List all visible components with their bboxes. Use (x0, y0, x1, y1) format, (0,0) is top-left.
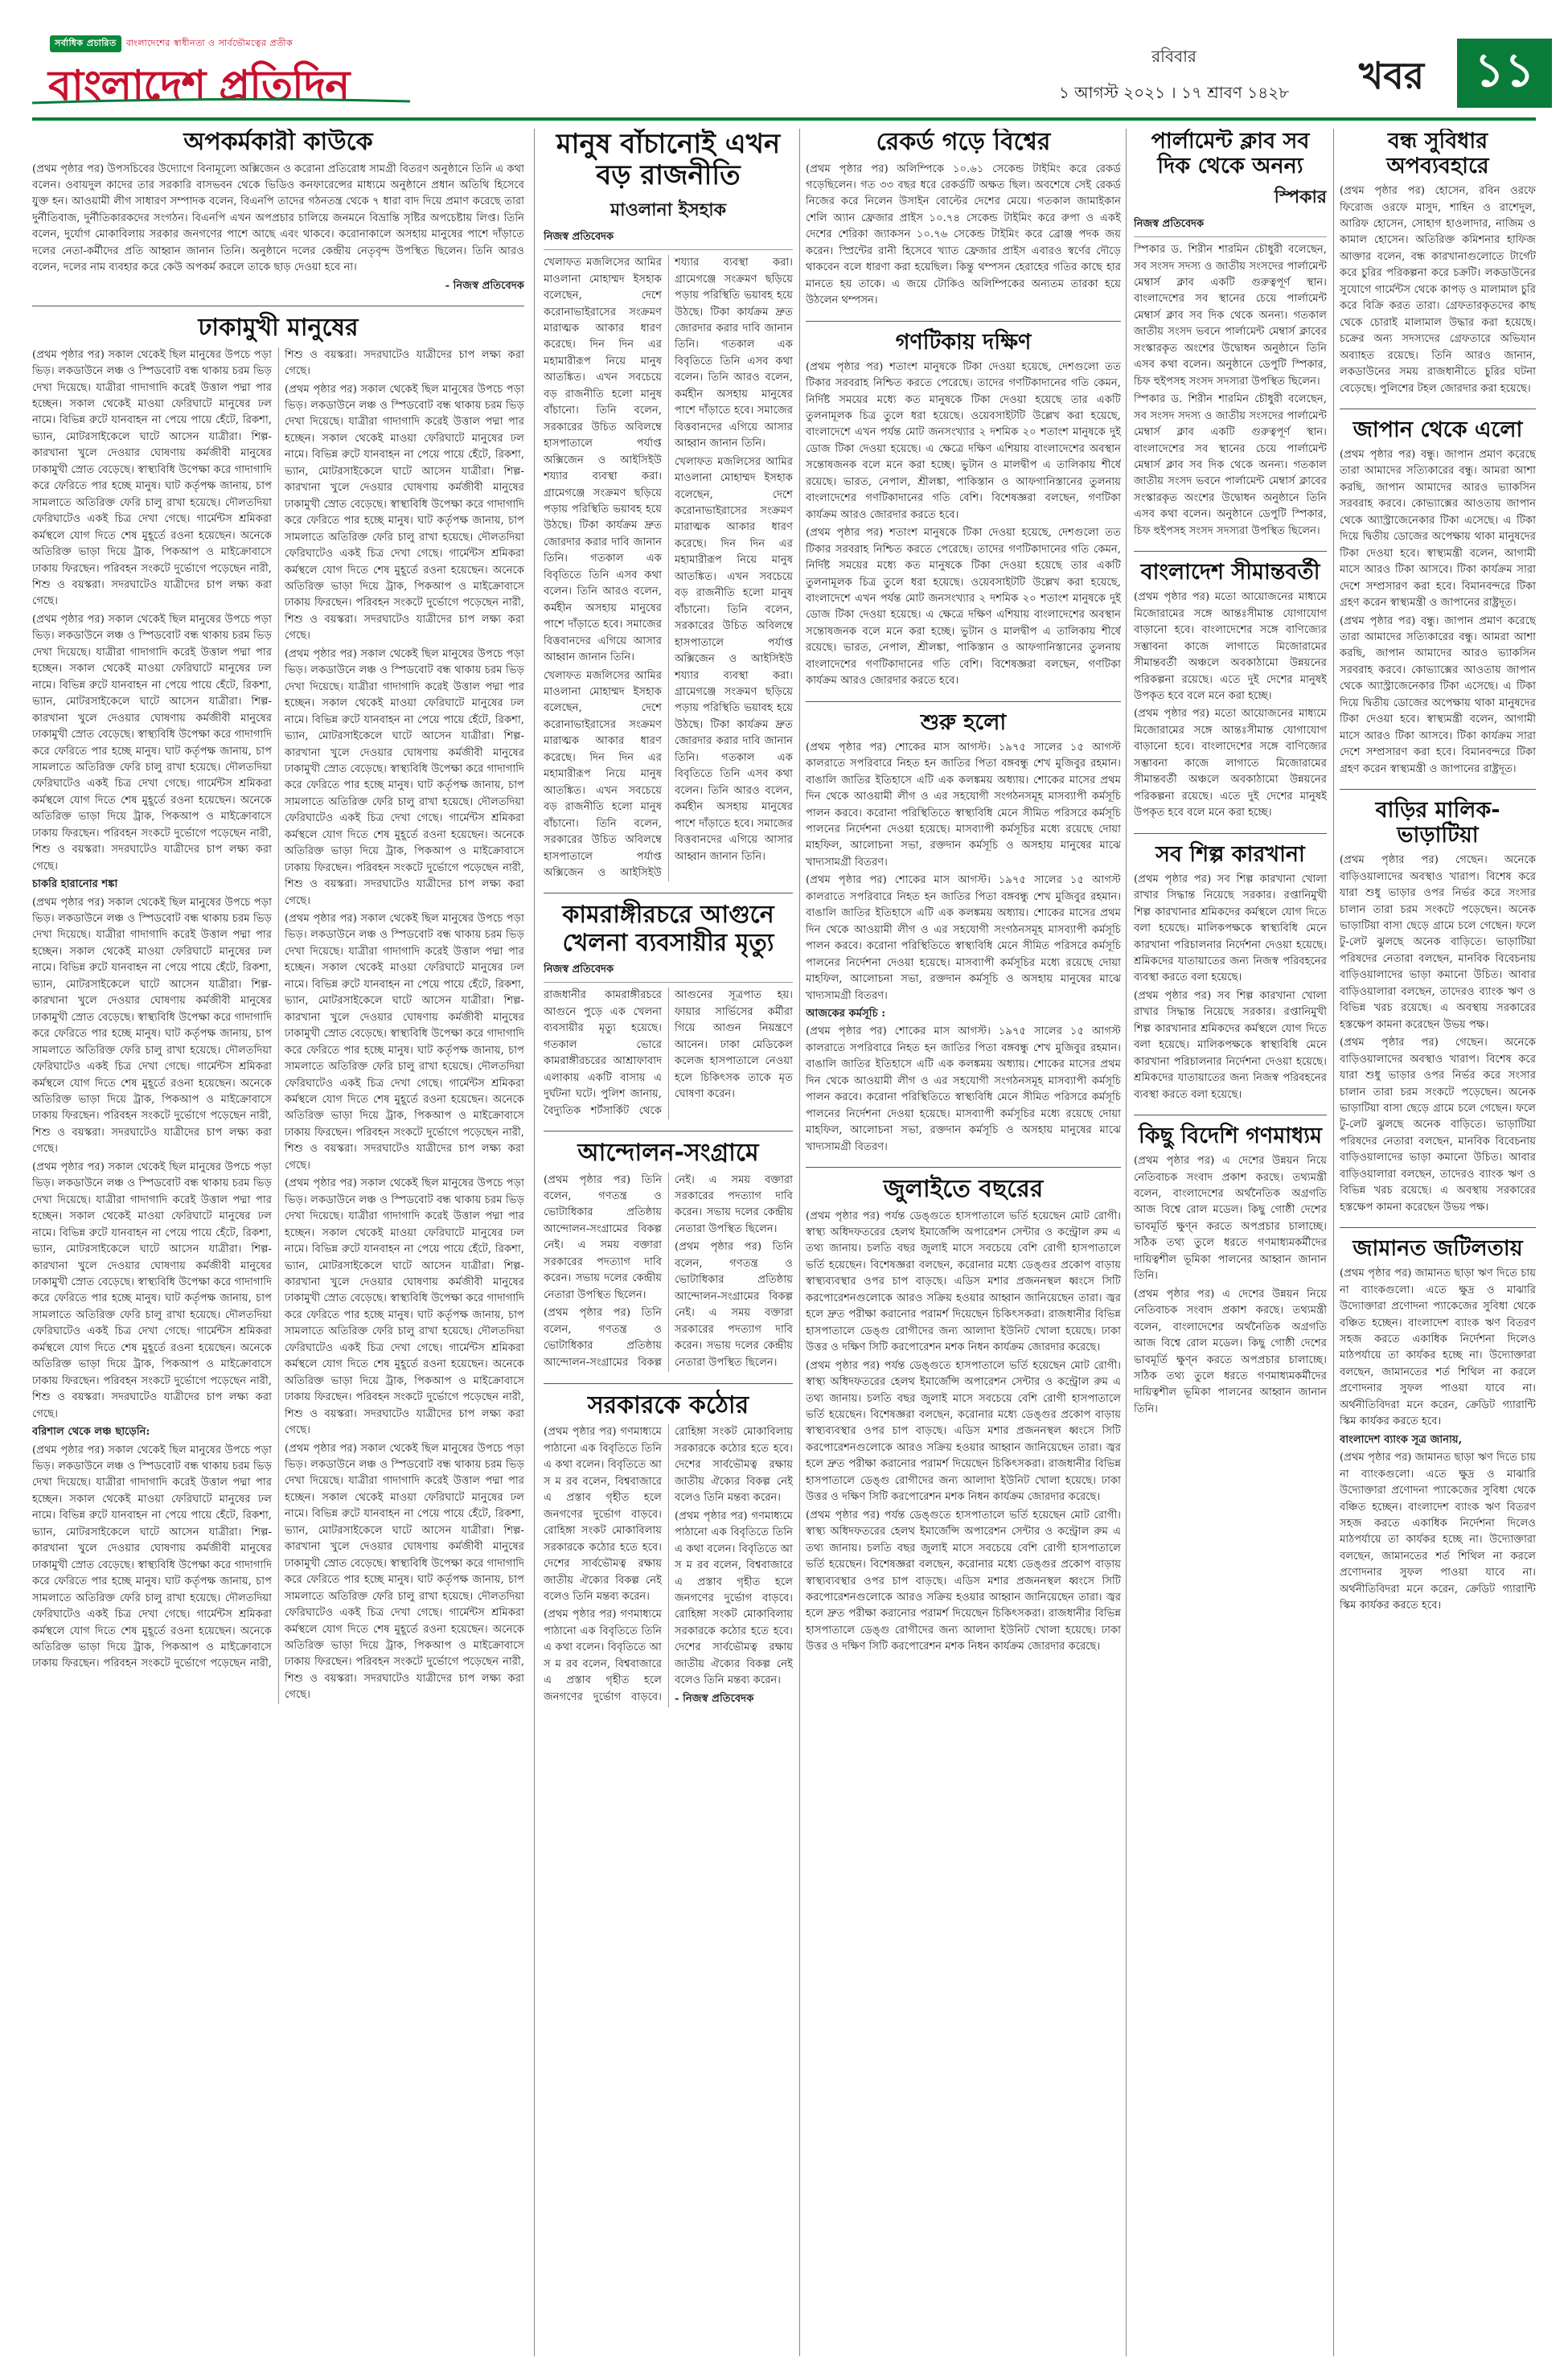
headline: ঢাকামুখী মানুষের (198, 314, 359, 343)
body-text: (প্রথম পৃষ্ঠার পর) জামানত ছাড়া ঋণ দিতে চায় না ব্যাংকগুলো। এতে ক্ষুদ্র ও মাঝারি উদ্যোক্তারা প্রণোদনা প্যাকেজের সুবিধা থেকে বঞ্চিত হচ্ছেন। বাংলাদেশ ব্যাংক ঋণ বিতরণ সহজ করতে একাধিক নির্দেশনা দিলেও মাঠপর্যায়ে তা কার্যকর হচ্ছে না। উদ্যোক্তারা বলছেন, জামানতের শর্ত শিথিল না করলে প্রণোদনার সুফল পাওয়া যাবে না। অর্থনীতিবিদরা মনে করেন, ক্রেডিট গ্যারান্টি স্কিম কার্যকর করতে হবে। (1340, 1267, 1536, 1428)
story-body (806, 740, 1121, 1156)
story-jamanot[interactable] (1340, 1236, 1536, 1615)
dateline-date: ১ আগস্ট ২০২১ । ১৭ শ্রাবণ ১৪২৮ (1058, 83, 1290, 102)
body-text-cont: (প্রথম পৃষ্ঠার পর) বন্ধু। জাপান প্রমাণ করেছে তারা আমাদের সত্যিকারের বন্ধু। আমরা আশা করছি, জাপান আমাদের আরও ভ্যাকসিন সরবরাহ করবে। কোভ্যাক্সের আওতায় জাপান থেকে অ্যাস্ট্রাজেনেকার টিকা এসেছে। এ টিকা দিয়ে দ্বিতীয় ডোজের অপেক্ষায় থাকা মানুষদের টিকা দেওয়া হবে। স্বাস্থ্যমন্ত্রী বলেন, আগামী মাসে আরও টিকা আসবে। টিকা কার্যক্রম সারা দেশে সম্প্রসারণ করা হবে। বিমানবন্দরে টিকা গ্রহণ করেন স্বাস্থ্যমন্ত্রী ও জাপানের রাষ্ট্রদূত। (1340, 614, 1536, 775)
divider (1134, 833, 1327, 834)
body-text: (প্রথম পৃষ্ঠার পর) গণমাধ্যমে পাঠানো এক বিবৃতিতে তিনি এ কথা বলেন। বিবৃতিতে আ স ম রব বলেন, বিশ্ববাজারে এ প্রস্তাব গৃহীত হলে জনগণের দুর্ভোগ বাড়বে। রোহিঙ্গা সংকট মোকাবিলায় সরকারকে কঠোর হতে হবে। দেশের সার্বভৌমত্ব রক্ষায় জাতীয় ঐক্যের বিকল্প নেই বলেও তিনি মন্তব্য করেন। (544, 1426, 662, 1603)
story-body (1134, 1153, 1327, 1418)
body-text: (প্রথম পৃষ্ঠার পর) সকাল থেকেই ছিল মানুষের উপচে পড়া ভিড়। লকডাউনে লঞ্চ ও স্পিডবোট বন্ধ থাকায় চরম ভিড় দেখা দিয়েছে। যাত্রীরা গাদাগাদি করেই উত্তাল পদ্মা পার হচ্ছেন। সকাল থেকেই মাওয়া ফেরিঘাটে মানুষের ঢল নামে। বিভিন্ন রুটে যানবাহন না পেয়ে পায়ে হেঁটে, রিকশা, ভ্যান, মোটরসাইকেলে ঘাটে আসেন যাত্রীরা। শিল্প-কারখানা খুলে দেওয়ার ঘোষণায় কর্মজীবী মানুষের ঢাকামুখী স্রোত বেড়েছে। স্বাস্থ্যবিধি উপেক্ষা করে গাদাগাদি করে ফেরিতে পার হচ্ছে মানুষ। ঘাট কর্তৃপক্ষ জানায়, চাপ সামলাতে অতিরিক্ত ফেরি চালু রাখা হয়েছে। দৌলতদিয়া ফেরিঘাটেও একই চিত্র দেখা গেছে। গার্মেন্টস শ্রমিকরা কর্মস্থলে যোগ দিতে শেষ মুহূর্তে রওনা হয়েছেন। অনেকে অতিরিক্ত ভাড়া দিয়ে ট্রাক, পিকআপ ও মাইক্রোবাসে ঢাকায় ফিরছেন। পরিবহন সংকটে দুর্ভোগে পড়েছেন নারী, শিশু ও বয়স্করা। সদরঘাটেও যাত্রীদের চাপ লক্ষ্য করা গেছে। (32, 348, 272, 608)
body-text: খেলাফত মজলিসের আমির মাওলানা মোহাম্মদ ইসহাক বলেছেন, দেশে করোনাভাইরাসের সংক্রমণ মারাত্মক আকার ধারণ করেছে। দিন দিন এর মহামারীরূপ নিয়ে মানুষ আতঙ্কিত। এখন সবচেয়ে বড় রাজনীতি হলো মানুষ বাঁচানো। তিনি বলেন, সরকারের উচিত অবিলম্বে হাসপাতালে পর্যাপ্ত অক্সিজেন ও আইসিইউ শয্যার ব্যবস্থা করা। গ্রামেগঞ্জে সংক্রমণ ছড়িয়ে পড়ায় পরিস্থিতি ভয়াবহ হয়ে উঠছে। টিকা কার্যক্রম দ্রুত জোরদার করার দাবি জানান তিনি। গতকাল এক বিবৃতিতে তিনি এসব কথা বলেন। তিনি আরও বলেন, কর্মহীন অসহায় মানুষের পাশে দাঁড়াতে হবে। সমাজের বিত্তবানদের এগিয়ে আসার আহ্বান জানান তিনি। (544, 257, 662, 664)
body-text: (প্রথম পৃষ্ঠার পর) উপসচিবের উদ্যোগে বিনামূল্যে অক্সিজেন ও করোনা প্রতিরোধ সামগ্রী বিতরণ অনুষ্ঠানে তিনি এ কথা বলেন। ওবায়দুল কাদের তার সরকারি বাসভবন থেকে ভিডিও কনফারেন্সের মাধ্যমে অনুষ্ঠানে প্রধান অতিথি হিসেবে যুক্ত হন। আওয়ামী লীগ সাধারণ সম্পাদক বলেন, বিএনপি তাদের গঠনতন্ত্র থেকে ৭ ধারা বাদ দিয়ে প্রমাণ করেছে তারা দুর্নীতিবাজ, দুর্নীতিকারকদের সংগঠন। বিএনপি এখন অপপ্রচার চালিয়ে জনমনে বিভ্রান্তি সৃষ্টির অপচেষ্টায় লিপ্ত। তিনি বলেন, দুর্যোগ মোকাবিলায় সরকার জনগণের পাশে আছে এবং থাকবে। করোনাকালে অসহায় মানুষের পাশে দাঁড়াতে দলের নেতা-কর্মীদের প্রতি আহ্বান জানান তিনি। অনুষ্ঠানে দলের কেন্দ্রীয় নেতৃবৃন্দ উপস্থিত ছিলেন। তিনি আরও বলেন, দলের নাম ব্যবহার করে কেউ অপকর্ম করলে তাকে ছাড় দেওয়া হবে না। (32, 162, 524, 274)
divider (806, 1167, 1121, 1168)
story-sorkarke[interactable] (544, 1392, 793, 1707)
story-manush[interactable] (544, 129, 793, 881)
story-shuru[interactable] (806, 710, 1121, 1156)
byline: নিজস্ব প্রতিবেদক (544, 229, 793, 250)
headline: সরকারকে কঠোর (587, 1390, 749, 1419)
body-text-cont: (প্রথম পৃষ্ঠার পর) সকাল থেকেই ছিল মানুষের উপচে পড়া ভিড়। লকডাউনে লঞ্চ ও স্পিডবোট বন্ধ থাকায় চরম ভিড় দেখা দিয়েছে। যাত্রীরা গাদাগাদি করেই উত্তাল পদ্মা পার হচ্ছেন। সকাল থেকেই মাওয়া ফেরিঘাটে মানুষের ঢল নামে। বিভিন্ন রুটে যানবাহন না পেয়ে পায়ে হেঁটে, রিকশা, ভ্যান, মোটরসাইকেলে ঘাটে আসেন যাত্রীরা। শিল্প-কারখানা খুলে দেওয়ার ঘোষণায় কর্মজীবী মানুষের ঢাকামুখী স্রোত বেড়েছে। স্বাস্থ্যবিধি উপেক্ষা করে গাদাগাদি করে ফেরিতে পার হচ্ছে মানুষ। ঘাট কর্তৃপক্ষ জানায়, চাপ সামলাতে অতিরিক্ত ফেরি চালু রাখা হয়েছে। দৌলতদিয়া ফেরিঘাটেও একই চিত্র দেখা গেছে। গার্মেন্টস শ্রমিকরা কর্মস্থলে যোগ দিতে শেষ মুহূর্তে রওনা হয়েছেন। অনেকে অতিরিক্ত ভাড়া দিয়ে ট্রাক, পিকআপ ও মাইক্রোবাসে ঢাকায় ফিরছেন। পরিবহন সংকটে দুর্ভোগে পড়েছেন নারী, শিশু ও বয়স্করা। সদরঘাটেও যাত্রীদের চাপ লক্ষ্য করা গেছে। (285, 913, 524, 1172)
body-text-cont: (প্রথম পৃষ্ঠার পর) পর্যন্ত ডেঙ্গুতে হাসপাতালে ভর্তি হয়েছেন মোট রোগী। স্বাস্থ্য অধিদফতরের হেলথ ইমার্জেন্সি অপারেশন সেন্টার ও কন্ট্রোল রুম এ তথ্য জানায়। চলতি বছর জুলাই মাসে সবচেয়ে বেশি রোগী হাসপাতালে ভর্তি হয়েছেন। বিশেষজ্ঞরা বলছেন, করোনার মধ্যে ডেঙ্গুর প্রকোপ বাড়ায় স্বাস্থ্যব্যবস্থার ওপর চাপ বাড়ছে। এডিস মশার প্রজননস্থল ধ্বংসে সিটি করপোরেশনগুলোকে আরও সক্রিয় হওয়ার আহ্বান জানিয়েছেন তারা। জ্বর হলে দ্রুত পরীক্ষা করানোর পরামর্শ দিয়েছেন চিকিৎসকরা। রাজধানীর বিভিন্ন হাসপাতালে ডেঙ্গু রোগীদের জন্য আলাদা ইউনিট খোলা হয়েছে। ঢাকা উত্তর ও দক্ষিণ সিটি করপোরেশন মশক নিধন কার্যক্রম জোরদার করেছে। (806, 1359, 1121, 1504)
body-text-cont: (প্রথম পৃষ্ঠার পর) সকাল থেকেই ছিল মানুষের উপচে পড়া ভিড়। লকডাউনে লঞ্চ ও স্পিডবোট বন্ধ থাকায় চরম ভিড় দেখা দিয়েছে। যাত্রীরা গাদাগাদি করেই উত্তাল পদ্মা পার হচ্ছেন। সকাল থেকেই মাওয়া ফেরিঘাটে মানুষের ঢল নামে। বিভিন্ন রুটে যানবাহন না পেয়ে পায়ে হেঁটে, রিকশা, ভ্যান, মোটরসাইকেলে ঘাটে আসেন যাত্রীরা। শিল্প-কারখানা খুলে দেওয়ার ঘোষণায় কর্মজীবী মানুষের ঢাকামুখী স্রোত বেড়েছে। স্বাস্থ্যবিধি উপেক্ষা করে গাদাগাদি করে ফেরিতে পার হচ্ছে মানুষ। ঘাট কর্তৃপক্ষ জানায়, চাপ সামলাতে অতিরিক্ত ফেরি চালু রাখা হয়েছে। দৌলতদিয়া ফেরিঘাটেও একই চিত্র দেখা গেছে। গার্মেন্টস শ্রমিকরা কর্মস্থলে যোগ দিতে শেষ মুহূর্তে রওনা হয়েছেন। অনেকে অতিরিক্ত ভাড়া দিয়ে ট্রাক, পিকআপ ও মাইক্রোবাসে ঢাকায় ফিরছেন। পরিবহন সংকটে দুর্ভোগে পড়েছেন নারী, শিশু ও বয়স্করা। সদরঘাটেও যাত্রীদের চাপ লক্ষ্য করা গেছে। (285, 647, 524, 907)
story-body (1340, 183, 1536, 397)
story-bariwala[interactable] (1340, 798, 1536, 1216)
column-rule (1126, 129, 1127, 2356)
headline: জামানত জটিলতায় (1353, 1236, 1523, 1262)
subhead: মাওলানা ইসহাক (610, 200, 727, 221)
masthead (32, 32, 1552, 113)
body-text-cont: (প্রথম পৃষ্ঠার পর) গেছেন। অনেকে বাড়িওয়ালাদের অবস্থাও খারাপ। বিশেষ করে যারা শুধু ভাড়ার ওপর নির্ভর করে সংসার চালান তারা চরম সংকটে পড়েছেন। অনেক ভাড়াটিয়া বাসা ছেড়ে গ্রামে চলে গেছেন। ফলে টু-লেট ঝুলছে অনেক বাড়িতে। ভাড়াটিয়া পরিষদের নেতারা বলছেন, মানবিক বিবেচনায় বাড়িওয়ালাদের ভাড়া কমানো উচিত। আবার বাড়িওয়ালারা বলছেন, তাদেরও ব্যাংক ঋণ ও বিভিন্ন খরচ রয়েছে। এ অবস্থায় সরকারের হস্তক্ষেপ কামনা করেছেন উভয় পক্ষ। (1340, 1037, 1536, 1214)
body-text-cont: (প্রথম পৃষ্ঠার পর) শোকের মাস আগস্ট। ১৯৭৫ সালের ১৫ আগস্ট কালরাতে সপরিবারে নিহত হন জাতির পিতা বঙ্গবন্ধু শেখ মুজিবুর রহমান। বাঙালি জাতির ইতিহাসে এটি এক কলঙ্কময় অধ্যায়। শোকের মাসের প্রথম দিন থেকে আওয়ামী লীগ ও এর সহযোগী সংগঠনসমূহ মাসব্যাপী কর্মসূচি পালন করবে। করোনা পরিস্থিতিতে স্বাস্থ্যবিধি মেনে সীমিত পরিসরে কর্মসূচি পালনের নির্দেশনা দেওয়া হয়েছে। মাসব্যাপী কর্মসূচির মধ্যে রয়েছে দোয়া মাহফিল, আলোচনা সভা, রক্তদান কর্মসূচি ও অসহায় মানুষের মাঝে খাদ্যসামগ্রী বিতরণ। (806, 1025, 1121, 1153)
story-record[interactable] (806, 129, 1121, 310)
story-kamrangirchar[interactable] (544, 902, 793, 1119)
column-rule (1333, 129, 1334, 2356)
story-body (544, 1173, 793, 1372)
story-body (32, 347, 524, 1704)
headline: বন্ধ সুবিধার অপব্যবহারে (1386, 129, 1489, 179)
column-left (32, 129, 524, 1715)
body-text-cont: (প্রথম পৃষ্ঠার পর) এ দেশের উন্নয়ন নিয়ে নেতিবাচক সংবাদ প্রকাশ করছে। তথ্যমন্ত্রী বলেন, বাংলাদেশের অর্থনৈতিক অগ্রগতি আজ বিশ্বে রোল মডেল। কিছু গোষ্ঠী দেশের ভাবমূর্তি ক্ষুণ্ন করতে অপপ্রচার চালাচ্ছে। সঠিক তথ্য তুলে ধরতে গণমাধ্যমকর্মীদের দায়িত্বশীল ভূমিকা পালনের আহ্বান জানান তিনি। (1134, 1288, 1327, 1415)
story-julai[interactable] (806, 1176, 1121, 1656)
body-text: (প্রথম পৃষ্ঠার পর) এ দেশের উন্নয়ন নিয়ে নেতিবাচক সংবাদ প্রকাশ করছে। তথ্যমন্ত্রী বলেন, বাংলাদেশের অর্থনৈতিক অগ্রগতি আজ বিশ্বে রোল মডেল। কিছু গোষ্ঠী দেশের ভাবমূর্তি ক্ষুণ্ন করতে অপপ্রচার চালাচ্ছে। সঠিক তথ্য তুলে ধরতে গণমাধ্যমকর্মীদের দায়িত্বশীল ভূমিকা পালনের আহ্বান জানান তিনি। (1134, 1155, 1327, 1283)
divider (806, 701, 1121, 702)
body-text: স্পিকার ড. শিরীন শারমিন চৌধুরী বলেছেন, সব সংসদ সদস্য ও জাতীয় সংসদের পার্লামেন্ট মেম্বার্স ক্লাব একটি গুরুত্বপূর্ণ স্থান। বাংলাদেশের সব স্থানের চেয়ে পার্লামেন্ট মেম্বার্স ক্লাব সব দিক থেকে অনন্য। গতকাল জাতীয় সংসদ ভবনে পার্লামেন্ট মেম্বার্স ক্লাবের সংস্কারকৃত অংশের উদ্বোধন অনুষ্ঠানে তিনি এসব কথা বলেন। অনুষ্ঠানে ডেপুটি স্পিকার, চিফ হুইপসহ সংসদ সদস্যরা উপস্থিত ছিলেন। (1134, 244, 1327, 388)
tagline-text: বাংলাদেশের স্বাধীনতা ও সার্বভৌমত্বের প্রতীক (125, 38, 293, 48)
headline: রেকর্ড গড়ে বিশ্বের (876, 129, 1051, 156)
story-body (806, 162, 1121, 310)
page-number: ১১ (1457, 39, 1552, 108)
story-simantobarti[interactable] (1134, 560, 1327, 821)
body-text-cont: (প্রথম পৃষ্ঠার পর) সকাল থেকেই ছিল মানুষের উপচে পড়া ভিড়। লকডাউনে লঞ্চ ও স্পিডবোট বন্ধ থাকায় চরম ভিড় দেখা দিয়েছে। যাত্রীরা গাদাগাদি করেই উত্তাল পদ্মা পার হচ্ছেন। সকাল থেকেই মাওয়া ফেরিঘাটে মানুষের ঢল নামে। বিভিন্ন রুটে যানবাহন না পেয়ে পায়ে হেঁটে, রিকশা, ভ্যান, মোটরসাইকেলে ঘাটে আসেন যাত্রীরা। শিল্প-কারখানা খুলে দেওয়ার ঘোষণায় কর্মজীবী মানুষের ঢাকামুখী স্রোত বেড়েছে। স্বাস্থ্যবিধি উপেক্ষা করে গাদাগাদি করে ফেরিতে পার হচ্ছে মানুষ। ঘাট কর্তৃপক্ষ জানায়, চাপ সামলাতে অতিরিক্ত ফেরি চালু রাখা হয়েছে। দৌলতদিয়া ফেরিঘাটেও একই চিত্র দেখা গেছে। গার্মেন্টস শ্রমিকরা কর্মস্থলে যোগ দিতে শেষ মুহূর্তে রওনা হয়েছেন। অনেকে অতিরিক্ত ভাড়া দিয়ে ট্রাক, পিকআপ ও মাইক্রোবাসে ঢাকায় ফিরছেন। পরিবহন সংকটে দুর্ভোগে পড়েছেন নারী, শিশু ও বয়স্করা। সদরঘাটেও যাত্রীদের চাপ লক্ষ্য করা গেছে। (285, 1442, 524, 1702)
story-bideshi[interactable] (1134, 1123, 1327, 1418)
story-body (1340, 447, 1536, 778)
headline: অপকর্মকারী কাউকে (183, 129, 373, 156)
body-text-cont: (প্রথম পৃষ্ঠার পর) সকাল থেকেই ছিল মানুষের উপচে পড়া ভিড়। লকডাউনে লঞ্চ ও স্পিডবোট বন্ধ থাকায় চরম ভিড় দেখা দিয়েছে। যাত্রীরা গাদাগাদি করেই উত্তাল পদ্মা পার হচ্ছেন। সকাল থেকেই মাওয়া ফেরিঘাটে মানুষের ঢল নামে। বিভিন্ন রুটে যানবাহন না পেয়ে পায়ে হেঁটে, রিকশা, ভ্যান, মোটরসাইকেলে ঘাটে আসেন যাত্রীরা। শিল্প-কারখানা খুলে দেওয়ার ঘোষণায় কর্মজীবী মানুষের ঢাকামুখী স্রোত বেড়েছে। স্বাস্থ্যবিধি উপেক্ষা করে গাদাগাদি করে ফেরিতে পার হচ্ছে মানুষ। ঘাট কর্তৃপক্ষ জানায়, চাপ সামলাতে অতিরিক্ত ফেরি চালু রাখা হয়েছে। দৌলতদিয়া ফেরিঘাটেও একই চিত্র দেখা গেছে। গার্মেন্টস শ্রমিকরা কর্মস্থলে যোগ দিতে শেষ মুহূর্তে রওনা হয়েছেন। অনেকে অতিরিক্ত ভাড়া দিয়ে ট্রাক, পিকআপ ও মাইক্রোবাসে ঢাকায় ফিরছেন। পরিবহন সংকটে দুর্ভোগে পড়েছেন নারী, শিশু ও বয়স্করা। সদরঘাটেও যাত্রীদের চাপ লক্ষ্য করা গেছে। (32, 1160, 272, 1420)
body-text-cont: (প্রথম পৃষ্ঠার পর) তিনি বলেন, গণতন্ত্র ও ভোটাধিকার প্রতিষ্ঠায় আন্দোলন-সংগ্রামের বিকল্প নেই। এ সময় বক্তারা সরকারের পদত্যাগ দাবি করেন। সভায় দলের কেন্দ্রীয় নেতারা উপস্থিত ছিলেন। (675, 1241, 793, 1369)
section-name: খবর (1359, 54, 1425, 97)
body-text-cont: স্পিকার ড. শিরীন শারমিন চৌধুরী বলেছেন, সব সংসদ সদস্য ও জাতীয় সংসদের পার্লামেন্ট মেম্বার্স ক্লাব একটি গুরুত্বপূর্ণ স্থান। বাংলাদেশের সব স্থানের চেয়ে পার্লামেন্ট মেম্বার্স ক্লাব সব দিক থেকে অনন্য। গতকাল জাতীয় সংসদ ভবনে পার্লামেন্ট মেম্বার্স ক্লাবের সংস্কারকৃত অংশের উদ্বোধন অনুষ্ঠানে তিনি এসব কথা বলেন। অনুষ্ঠানে ডেপুটি স্পিকার, চিফ হুইপসহ সংসদ সদস্যরা উপস্থিত ছিলেন। (1134, 393, 1327, 537)
story-dhakamukhi[interactable] (32, 314, 524, 1704)
headline: জাপান থেকে এলো (1353, 417, 1523, 442)
story-body (806, 1209, 1121, 1656)
story-japan[interactable] (1340, 417, 1536, 778)
story-credit: - নিজস্ব প্রতিবেদক (675, 1692, 754, 1705)
column-rule (799, 129, 800, 2356)
story-andolon[interactable] (544, 1140, 793, 1372)
story-body (1340, 1266, 1536, 1615)
logo-pill: সর্বাধিক প্রচারিত (50, 35, 121, 52)
column-center (806, 129, 1121, 1667)
headline: জুলাইতে বছরের (883, 1175, 1044, 1204)
body-text-cont: (প্রথম পৃষ্ঠার পর) সকাল থেকেই ছিল মানুষের উপচে পড়া ভিড়। লকডাউনে লঞ্চ ও স্পিডবোট বন্ধ থাকায় চরম ভিড় দেখা দিয়েছে। যাত্রীরা গাদাগাদি করেই উত্তাল পদ্মা পার হচ্ছেন। সকাল থেকেই মাওয়া ফেরিঘাটে মানুষের ঢল নামে। বিভিন্ন রুটে যানবাহন না পেয়ে পায়ে হেঁটে, রিকশা, ভ্যান, মোটরসাইকেলে ঘাটে আসেন যাত্রীরা। শিল্প-কারখানা খুলে দেওয়ার ঘোষণায় কর্মজীবী মানুষের ঢাকামুখী স্রোত বেড়েছে। স্বাস্থ্যবিধি উপেক্ষা করে গাদাগাদি করে ফেরিতে পার হচ্ছে মানুষ। ঘাট কর্তৃপক্ষ জানায়, চাপ সামলাতে অতিরিক্ত ফেরি চালু রাখা হয়েছে। দৌলতদিয়া ফেরিঘাটেও একই চিত্র দেখা গেছে। গার্মেন্টস শ্রমিকরা কর্মস্থলে যোগ দিতে শেষ মুহূর্তে রওনা হয়েছেন। অনেকে অতিরিক্ত ভাড়া দিয়ে ট্রাক, পিকআপ ও মাইক্রোবাসে ঢাকায় ফিরছেন। পরিবহন সংকটে দুর্ভোগে পড়েছেন নারী, শিশু ও বয়স্করা। সদরঘাটেও যাত্রীদের চাপ লক্ষ্য করা গেছে। (32, 613, 272, 873)
divider (1134, 551, 1327, 552)
subhead: বাংলাদেশ ব্যাংক সূত্র জানায়, (1340, 1433, 1463, 1446)
story-opokormo[interactable] (32, 129, 524, 294)
body-text-cont: (প্রথম পৃষ্ঠার পর) জামানত ছাড়া ঋণ দিতে চায় না ব্যাংকগুলো। এতে ক্ষুদ্র ও মাঝারি উদ্যোক্তারা প্রণোদনা প্যাকেজের সুবিধা থেকে বঞ্চিত হচ্ছেন। বাংলাদেশ ব্যাংক ঋণ বিতরণ সহজ করতে একাধিক নির্দেশনা দিলেও মাঠপর্যায়ে তা কার্যকর হচ্ছে না। উদ্যোক্তারা বলছেন, জামানতের শর্ত শিথিল না করলে প্রণোদনার সুফল পাওয়া যাবে না। অর্থনীতিবিদরা মনে করেন, ক্রেডিট গ্যারান্টি স্কিম কার্যকর করতে হবে। (1340, 1452, 1536, 1612)
body-text-cont: (প্রথম পৃষ্ঠার পর) সকাল থেকেই ছিল মানুষের উপচে পড়া ভিড়। লকডাউনে লঞ্চ ও স্পিডবোট বন্ধ থাকায় চরম ভিড় দেখা দিয়েছে। যাত্রীরা গাদাগাদি করেই উত্তাল পদ্মা পার হচ্ছেন। সকাল থেকেই মাওয়া ফেরিঘাটে মানুষের ঢল নামে। বিভিন্ন রুটে যানবাহন না পেয়ে পায়ে হেঁটে, রিকশা, ভ্যান, মোটরসাইকেলে ঘাটে আসেন যাত্রীরা। শিল্প-কারখানা খুলে দেওয়ার ঘোষণায় কর্মজীবী মানুষের ঢাকামুখী স্রোত বেড়েছে। স্বাস্থ্যবিধি উপেক্ষা করে গাদাগাদি করে ফেরিতে পার হচ্ছে মানুষ। ঘাট কর্তৃপক্ষ জানায়, চাপ সামলাতে অতিরিক্ত ফেরি চালু রাখা হয়েছে। দৌলতদিয়া ফেরিঘাটেও একই চিত্র দেখা গেছে। গার্মেন্টস শ্রমিকরা কর্মস্থলে যোগ দিতে শেষ মুহূর্তে রওনা হয়েছেন। অনেকে অতিরিক্ত ভাড়া দিয়ে ট্রাক, পিকআপ ও মাইক্রোবাসে ঢাকায় ফিরছেন। পরিবহন সংকটে দুর্ভোগে পড়েছেন নারী, শিশু ও বয়স্করা। সদরঘাটেও যাত্রীদের চাপ লক্ষ্য করা গেছে। (32, 348, 524, 1670)
headline: শুরু হলো (920, 709, 1007, 735)
story-body (1134, 242, 1327, 540)
story-gontika[interactable] (806, 330, 1121, 690)
headline: পার্লামেন্ট ক্লাব সব দিক থেকে অনন্য (1151, 129, 1310, 179)
body-text-cont: (প্রথম পৃষ্ঠার পর) সকাল থেকেই ছিল মানুষের উপচে পড়া ভিড়। লকডাউনে লঞ্চ ও স্পিডবোট বন্ধ থাকায় চরম ভিড় দেখা দিয়েছে। যাত্রীরা গাদাগাদি করেই উত্তাল পদ্মা পার হচ্ছেন। সকাল থেকেই মাওয়া ফেরিঘাটে মানুষের ঢল নামে। বিভিন্ন রুটে যানবাহন না পেয়ে পায়ে হেঁটে, রিকশা, ভ্যান, মোটরসাইকেলে ঘাটে আসেন যাত্রীরা। শিল্প-কারখানা খুলে দেওয়ার ঘোষণায় কর্মজীবী মানুষের ঢাকামুখী স্রোত বেড়েছে। স্বাস্থ্যবিধি উপেক্ষা করে গাদাগাদি করে ফেরিতে পার হচ্ছে মানুষ। ঘাট কর্তৃপক্ষ জানায়, চাপ সামলাতে অতিরিক্ত ফেরি চালু রাখা হয়েছে। দৌলতদিয়া ফেরিঘাটেও একই চিত্র দেখা গেছে। গার্মেন্টস শ্রমিকরা কর্মস্থলে যোগ দিতে শেষ মুহূর্তে রওনা হয়েছেন। অনেকে অতিরিক্ত ভাড়া দিয়ে ট্রাক, পিকআপ ও মাইক্রোবাসে ঢাকায় ফিরছেন। পরিবহন সংকটে দুর্ভোগে পড়েছেন নারী, শিশু ও বয়স্করা। সদরঘাটেও যাত্রীদের চাপ লক্ষ্য করা গেছে। (285, 383, 524, 643)
body-text-cont: (প্রথম পৃষ্ঠার পর) পর্যন্ত ডেঙ্গুতে হাসপাতালে ভর্তি হয়েছেন মোট রোগী। স্বাস্থ্য অধিদফতরের হেলথ ইমার্জেন্সি অপারেশন সেন্টার ও কন্ট্রোল রুম এ তথ্য জানায়। চলতি বছর জুলাই মাসে সবচেয়ে বেশি রোগী হাসপাতালে ভর্তি হয়েছেন। বিশেষজ্ঞরা বলছেন, করোনার মধ্যে ডেঙ্গুর প্রকোপ বাড়ায় স্বাস্থ্যব্যবস্থার ওপর চাপ বাড়ছে। এডিস মশার প্রজননস্থল ধ্বংসে সিটি করপোরেশনগুলোকে আরও সক্রিয় হওয়ার আহ্বান জানিয়েছেন তারা। জ্বর হলে দ্রুত পরীক্ষা করানোর পরামর্শ দিয়েছেন চিকিৎসকরা। রাজধানীর বিভিন্ন হাসপাতালে ডেঙ্গু রোগীদের জন্য আলাদা ইউনিট খোলা হয়েছে। ঢাকা উত্তর ও দক্ষিণ সিটি করপোরেশন মশক নিধন কার্যক্রম জোরদার করেছে। (806, 1509, 1121, 1653)
divider (544, 1131, 793, 1132)
headline: গণটিকায় দক্ষিণ (895, 329, 1032, 355)
body-text: (প্রথম পৃষ্ঠার পর) সব শিল্প কারখানা খোলা রাখার সিদ্ধান্ত নিয়েছে সরকার। রপ্তানিমুখী শিল্প কারখানার শ্রমিকদের কর্মস্থলে যোগ দিতে বলা হয়েছে। মালিকপক্ষকে স্বাস্থ্যবিধি মেনে কারখানা পরিচালনার নির্দেশনা দেওয়া হয়েছে। শ্রমিকদের যাতায়াতের জন্য নিজস্ব পরিবহনের ব্যবস্থা করতে বলা হয়েছে। (1134, 873, 1327, 984)
byline: নিজস্ব প্রতিবেদক (544, 962, 793, 983)
column-center-right (1134, 129, 1327, 1429)
subhead: চাকরি হারানোর শঙ্কা (32, 878, 118, 891)
body-text-cont: (প্রথম পৃষ্ঠার পর) মতো আয়োজনের মাধ্যমে মিজোরামের সঙ্গে আন্তঃসীমান্ত যোগাযোগ বাড়ানো হবে। বাংলাদেশের সঙ্গে বাণিজ্যের সম্ভাবনা কাজে লাগাতে মিজোরামের সীমান্তবর্তী অঞ্চলে অবকাঠামো উন্নয়নের পরিকল্পনা রয়েছে। এতে দুই দেশের মানুষই উপকৃত হবে বলে মনে করা হচ্ছে। (1134, 708, 1327, 819)
column-second (544, 129, 793, 1719)
headline: সব শিল্প কারখানা (1155, 841, 1305, 867)
masthead-rule (32, 117, 1536, 121)
body-text-cont: (প্রথম পৃষ্ঠার পর) তিনি বলেন, গণতন্ত্র ও ভোটাধিকার প্রতিষ্ঠায় আন্দোলন-সংগ্রামের বিকল্প নেই। এ সময় বক্তারা সরকারের পদত্যাগ দাবি করেন। সভায় দলের কেন্দ্রীয় নেতারা উপস্থিত ছিলেন। (544, 1173, 793, 1369)
story-credit: - নিজস্ব প্রতিবেদক (445, 279, 524, 292)
byline: নিজস্ব প্রতিবেদক (1134, 216, 1327, 237)
body-text-cont: খেলাফত মজলিসের আমির মাওলানা মোহাম্মদ ইসহাক বলেছেন, দেশে করোনাভাইরাসের সংক্রমণ মারাত্মক আকার ধারণ করেছে। দিন দিন এর মহামারীরূপ নিয়ে মানুষ আতঙ্কিত। এখন সবচেয়ে বড় রাজনীতি হলো মানুষ বাঁচানো। তিনি বলেন, সরকারের উচিত অবিলম্বে হাসপাতালে পর্যাপ্ত অক্সিজেন ও আইসিইউ শয্যার ব্যবস্থা করা। গ্রামেগঞ্জে সংক্রমণ ছড়িয়ে পড়ায় পরিস্থিতি ভয়াবহ হয়ে উঠছে। টিকা কার্যক্রম দ্রুত জোরদার করার দাবি জানান তিনি। গতকাল এক বিবৃতিতে তিনি এসব কথা বলেন। তিনি আরও বলেন, কর্মহীন অসহায় মানুষের পাশে দাঁড়াতে হবে। সমাজের বিত্তবানদের এগিয়ে আসার আহ্বান জানান তিনি। (544, 257, 793, 879)
story-body (1134, 589, 1327, 821)
body-text-cont: (প্রথম পৃষ্ঠার পর) সব শিল্প কারখানা খোলা রাখার সিদ্ধান্ত নিয়েছে সরকার। রপ্তানিমুখী শিল্প কারখানার শ্রমিকদের কর্মস্থলে যোগ দিতে বলা হয়েছে। মালিকপক্ষকে স্বাস্থ্যবিধি মেনে কারখানা পরিচালনার নির্দেশনা দেওয়া হয়েছে। শ্রমিকদের যাতায়াতের জন্য নিজস্ব পরিবহনের ব্যবস্থা করতে বলা হয়েছে। (1134, 989, 1327, 1101)
story-body (806, 359, 1121, 690)
body-text: (প্রথম পৃষ্ঠার পর) তিনি বলেন, গণতন্ত্র ও ভোটাধিকার প্রতিষ্ঠায় আন্দোলন-সংগ্রামের বিকল্প নেই। এ সময় বক্তারা সরকারের পদত্যাগ দাবি করেন। সভায় দলের কেন্দ্রীয় নেতারা উপস্থিত ছিলেন। (544, 1173, 662, 1301)
body-text-cont: (প্রথম পৃষ্ঠার পর) গণমাধ্যমে পাঠানো এক বিবৃতিতে তিনি এ কথা বলেন। বিবৃতিতে আ স ম রব বলেন, বিশ্ববাজারে এ প্রস্তাব গৃহীত হলে জনগণের দুর্ভোগ বাড়বে। রোহিঙ্গা সংকট মোকাবিলায় সরকারকে কঠোর হতে হবে। দেশের সার্বভৌমত্ব রক্ষায় জাতীয় ঐক্যের বিকল্প নেই বলেও তিনি মন্তব্য করেন। (544, 1426, 793, 1703)
newspaper-logo[interactable] (32, 32, 410, 113)
story-body (1134, 872, 1327, 1103)
body-text: (প্রথম পৃষ্ঠার পর) হোসেন, রবিন ওরফে ফিরোজ ওরফে মাসুদ, শাহিন ও রাশেদুল, আরিফ হোসেন, সোহাগ হাওলাদার, নাজিম ও কামাল হোসেন। অতিরিক্ত কমিশনার হাফিজ আক্তার বলেন, বন্ধ কারখানাগুলোতে টার্গেট করে চুরির পরিকল্পনা করে চক্রটি। লকডাউনের সুযোগে গার্মেন্টস থেকে কাপড় ও মালামাল চুরি করে বিক্রি করত তারা। গ্রেফতারকৃতদের কাছ থেকে চোরাই মালামাল উদ্ধার করা হয়েছে। চক্রের অন্য সদস্যদের গ্রেফতারে অভিযান অব্যাহত রয়েছে। তিনি আরও জানান, লকডাউনের সময় রাজধানীতে চুরির ঘটনা বেড়েছে। পুলিশের টহল জোরদার করা হয়েছে। (1340, 185, 1536, 395)
subhead: আজকের কর্মসূচি : (806, 1007, 886, 1020)
body-text-cont: (প্রথম পৃষ্ঠার পর) শতাংশ মানুষকে টিকা দেওয়া হয়েছে, দেশগুলো তত টিকার সরবরাহ নিশ্চিত করতে পেরেছে। তাদের গণটিকাদানের গতি কেমন, নির্দিষ্ট সময়ের মধ্যে কত মানুষকে টিকা দেওয়া হয়েছে তার একটি তুলনামূলক চিত্র তুলে ধরা হয়েছে। ওয়েবসাইটটি উল্লেখ করা হয়েছে, বাংলাদেশে এখন পর্যন্ত মোট জনসংখ্যার ২ দশমিক ২০ শতাংশ মানুষকে দুই ডোজ টিকা দেওয়া হয়েছে। এ ক্ষেত্রে দক্ষিণ এশিয়ায় বাংলাদেশের অবস্থান সন্তোষজনক বলে মনে করা হচ্ছে। ভুটান ও মালদ্বীপ এ তালিকায় শীর্ষে রয়েছে। ভারত, নেপাল, শ্রীলঙ্কা, পাকিস্তান ও আফগানিস্তানের তুলনায় বাংলাদেশের গণটিকাদানের গতি বেশি। বিশেষজ্ঞরা বলছেন, গণটিকা কার্যক্রম আরও জোরদার করতে হবে। (806, 527, 1121, 688)
divider (1340, 1227, 1536, 1228)
story-body (544, 1424, 793, 1707)
headline: বাড়ির মালিক-ভাড়াটিয়া (1375, 798, 1500, 848)
headline: কিছু বিদেশি গণমাধ্যম (1138, 1123, 1323, 1149)
story-body (32, 162, 524, 295)
body-text-cont: (প্রথম পৃষ্ঠার পর) সকাল থেকেই ছিল মানুষের উপচে পড়া ভিড়। লকডাউনে লঞ্চ ও স্পিডবোট বন্ধ থাকায় চরম ভিড় দেখা দিয়েছে। যাত্রীরা গাদাগাদি করেই উত্তাল পদ্মা পার হচ্ছেন। সকাল থেকেই মাওয়া ফেরিঘাটে মানুষের ঢল নামে। বিভিন্ন রুটে যানবাহন না পেয়ে পায়ে হেঁটে, রিকশা, ভ্যান, মোটরসাইকেলে ঘাটে আসেন যাত্রীরা। শিল্প-কারখানা খুলে দেওয়ার ঘোষণায় কর্মজীবী মানুষের ঢাকামুখী স্রোত বেড়েছে। স্বাস্থ্যবিধি উপেক্ষা করে গাদাগাদি করে ফেরিতে পার হচ্ছে মানুষ। ঘাট কর্তৃপক্ষ জানায়, চাপ সামলাতে অতিরিক্ত ফেরি চালু রাখা হয়েছে। দৌলতদিয়া ফেরিঘাটেও একই চিত্র দেখা গেছে। গার্মেন্টস শ্রমিকরা কর্মস্থলে যোগ দিতে শেষ মুহূর্তে রওনা হয়েছেন। অনেকে অতিরিক্ত ভাড়া দিয়ে ট্রাক, পিকআপ ও মাইক্রোবাসে ঢাকায় ফিরছেন। পরিবহন সংকটে দুর্ভোগে পড়েছেন নারী, শিশু ও বয়স্করা। সদরঘাটেও যাত্রীদের চাপ লক্ষ্য করা গেছে। (32, 896, 272, 1156)
body-text: (প্রথম পৃষ্ঠার পর) শতাংশ মানুষকে টিকা দেওয়া হয়েছে, দেশগুলো তত টিকার সরবরাহ নিশ্চিত করতে পেরেছে। তাদের গণটিকাদানের গতি কেমন, নির্দিষ্ট সময়ের মধ্যে কত মানুষকে টিকা দেওয়া হয়েছে তার একটি তুলনামূলক চিত্র তুলে ধরা হয়েছে। ওয়েবসাইটটি উল্লেখ করা হয়েছে, বাংলাদেশে এখন পর্যন্ত মোট জনসংখ্যার ২ দশমিক ২০ শতাংশ মানুষকে দুই ডোজ টিকা দেওয়া হয়েছে। এ ক্ষেত্রে দক্ষিণ এশিয়ায় বাংলাদেশের অবস্থান সন্তোষজনক বলে মনে করা হচ্ছে। ভুটান ও মালদ্বীপ এ তালিকায় শীর্ষে রয়েছে। ভারত, নেপাল, শ্রীলঙ্কা, পাকিস্তান ও আফগানিস্তানের তুলনায় বাংলাদেশের গণটিকাদানের গতি বেশি। বিশেষজ্ঞরা বলছেন, গণটিকা কার্যক্রম আরও জোরদার করতে হবে। (806, 360, 1121, 521)
body-text: (প্রথম পৃষ্ঠার পর) অলিম্পিকে ১০.৬১ সেকেন্ড টাইমিং করে রেকর্ড গড়েছিলেন। গত ৩৩ বছর ধরে রেকর্ডটি অক্ষত ছিল। অবশেষে সেই রেকর্ড নিজের করে নিলেন উসাইন বোল্টের দেশের মেয়ে। গতকাল জামাইকান শেলি অ্যান ফ্রেজার প্রাইস ১০.৭৪ সেকেন্ড টাইমিং করে রুপা ও একই দেশের শেরিকা জ্যাকসন ১০.৭৬ সেকেন্ড টাইমিং করে ব্রোঞ্জ পদক জয় করেন। স্প্রিন্টের রানী হিসেবে খ্যাত ফ্রেজার প্রাইস এবারও স্বর্ণের দৌড়ে থাকবেন বলে ধারণা করা হয়েছিল। কিন্তু থম্পসন হেরাহের গতির কাছে হার মানতে হয় তাকে। এ জয়ে টোকিও অলিম্পিকের অন্যতম তারকা হয়ে উঠলেন থম্পসন। (806, 162, 1121, 307)
body-text: (প্রথম পৃষ্ঠার পর) পর্যন্ত ডেঙ্গুতে হাসপাতালে ভর্তি হয়েছেন মোট রোগী। স্বাস্থ্য অধিদফতরের হেলথ ইমার্জেন্সি অপারেশন সেন্টার ও কন্ট্রোল রুম এ তথ্য জানায়। চলতি বছর জুলাই মাসে সবচেয়ে বেশি রোগী হাসপাতালে ভর্তি হয়েছেন। বিশেষজ্ঞরা বলছেন, করোনার মধ্যে ডেঙ্গুর প্রকোপ বাড়ায় স্বাস্থ্যব্যবস্থার ওপর চাপ বাড়ছে। এডিস মশার প্রজননস্থল ধ্বংসে সিটি করপোরেশনগুলোকে আরও সক্রিয় হওয়ার আহ্বান জানিয়েছেন তারা। জ্বর হলে দ্রুত পরীক্ষা করানোর পরামর্শ দিয়েছেন চিকিৎসকরা। রাজধানীর বিভিন্ন হাসপাতালে ডেঙ্গু রোগীদের জন্য আলাদা ইউনিট খোলা হয়েছে। ঢাকা উত্তর ও দক্ষিণ সিটি করপোরেশন মশক নিধন কার্যক্রম জোরদার করেছে। (806, 1210, 1121, 1354)
body-text: (প্রথম পৃষ্ঠার পর) মতো আয়োজনের মাধ্যমে মিজোরামের সঙ্গে আন্তঃসীমান্ত যোগাযোগ বাড়ানো হবে। বাংলাদেশের সঙ্গে বাণিজ্যের সম্ভাবনা কাজে লাগাতে মিজোরামের সীমান্তবর্তী অঞ্চলে অবকাঠামো উন্নয়নের পরিকল্পনা রয়েছে। এতে দুই দেশের মানুষই উপকৃত হবে বলে মনে করা হচ্ছে। (1134, 591, 1327, 703)
headline: মানুষ বাঁচানোই এখন বড় রাজনীতি (556, 129, 781, 192)
body-text-cont: খেলাফত মজলিসের আমির মাওলানা মোহাম্মদ ইসহাক বলেছেন, দেশে করোনাভাইরাসের সংক্রমণ মারাত্মক আকার ধারণ করেছে। দিন দিন এর মহামারীরূপ নিয়ে মানুষ আতঙ্কিত। এখন সবচেয়ে বড় রাজনীতি হলো মানুষ বাঁচানো। তিনি বলেন, সরকারের উচিত অবিলম্বে হাসপাতালে পর্যাপ্ত অক্সিজেন ও আইসিইউ শয্যার ব্যবস্থা করা। গ্রামেগঞ্জে সংক্রমণ ছড়িয়ে পড়ায় পরিস্থিতি ভয়াবহ হয়ে উঠছে। টিকা কার্যক্রম দ্রুত জোরদার করার দাবি জানান তিনি। গতকাল এক বিবৃতিতে তিনি এসব কথা বলেন। তিনি আরও বলেন, কর্মহীন অসহায় মানুষের পাশে দাঁড়াতে হবে। সমাজের বিত্তবানদের এগিয়ে আসার আহ্বান জানান তিনি। (675, 455, 793, 863)
column-right (1340, 129, 1536, 1626)
body-text: (প্রথম পৃষ্ঠার পর) গেছেন। অনেকে বাড়িওয়ালাদের অবস্থাও খারাপ। বিশেষ করে যারা শুধু ভাড়ার ওপর নির্ভর করে সংসার চালান তারা চরম সংকটে পড়েছেন। অনেক ভাড়াটিয়া বাসা ছেড়ে গ্রামে চলে গেছেন। ফলে টু-লেট ঝুলছে অনেক বাড়িতে। ভাড়াটিয়া পরিষদের নেতারা বলছেন, মানবিক বিবেচনায় বাড়িওয়ালাদের ভাড়া কমানো উচিত। আবার বাড়িওয়ালারা বলছেন, তাদেরও ব্যাংক ঋণ ও বিভিন্ন খরচ রয়েছে। এ অবস্থায় সরকারের হস্তক্ষেপ কামনা করেছেন উভয় পক্ষ। (1340, 854, 1536, 1031)
story-parliament[interactable] (1134, 129, 1327, 540)
body-text-cont: (প্রথম পৃষ্ঠার পর) শোকের মাস আগস্ট। ১৯৭৫ সালের ১৫ আগস্ট কালরাতে সপরিবারে নিহত হন জাতির পিতা বঙ্গবন্ধু শেখ মুজিবুর রহমান। বাঙালি জাতির ইতিহাসে এটি এক কলঙ্কময় অধ্যায়। শোকের মাসের প্রথম দিন থেকে আওয়ামী লীগ ও এর সহযোগী সংগঠনসমূহ মাসব্যাপী কর্মসূচি পালন করবে। করোনা পরিস্থিতিতে স্বাস্থ্যবিধি মেনে সীমিত পরিসরে কর্মসূচি পালনের নির্দেশনা দেওয়া হয়েছে। মাসব্যাপী কর্মসূচির মধ্যে রয়েছে দোয়া মাহফিল, আলোচনা সভা, রক্তদান কর্মসূচি ও অসহায় মানুষের মাঝে খাদ্যসামগ্রী বিতরণ। (806, 874, 1121, 1002)
divider (544, 1383, 793, 1384)
logo-wordmark: বাংলাদেশ প্রতিদিন (48, 62, 350, 110)
subhead: বরিশাল থেকে লঞ্চ ছাড়েনি: (32, 1426, 150, 1439)
story-body (1340, 852, 1536, 1216)
body-text: (প্রথম পৃষ্ঠার পর) শোকের মাস আগস্ট। ১৯৭৫ সালের ১৫ আগস্ট কালরাতে সপরিবারে নিহত হন জাতির পিতা বঙ্গবন্ধু শেখ মুজিবুর রহমান। বাঙালি জাতির ইতিহাসে এটি এক কলঙ্কময় অধ্যায়। শোকের মাসের প্রথম দিন থেকে আওয়ামী লীগ ও এর সহযোগী সংগঠনসমূহ মাসব্যাপী কর্মসূচি পালন করবে। করোনা পরিস্থিতিতে স্বাস্থ্যবিধি মেনে সীমিত পরিসরে কর্মসূচি পালনের নির্দেশনা দেওয়া হয়েছে। মাসব্যাপী কর্মসূচির মধ্যে রয়েছে দোয়া মাহফিল, আলোচনা সভা, রক্তদান কর্মসূচি ও অসহায় মানুষের মাঝে খাদ্যসামগ্রী বিতরণ। (806, 741, 1121, 869)
divider (1340, 789, 1536, 790)
dateline-day: রবিবার (1151, 47, 1197, 66)
dateline (1005, 45, 1343, 108)
body-text-cont: (প্রথম পৃষ্ঠার পর) গণমাধ্যমে পাঠানো এক বিবৃতিতে তিনি এ কথা বলেন। বিবৃতিতে আ স ম রব বলেন, বিশ্ববাজারে এ প্রস্তাব গৃহীত হলে জনগণের দুর্ভোগ বাড়বে। রোহিঙ্গা সংকট মোকাবিলায় সরকারকে কঠোর হতে হবে। দেশের সার্বভৌমত্ব রক্ষায় জাতীয় ঐক্যের বিকল্প নেই বলেও তিনি মন্তব্য করেন। (675, 1509, 793, 1687)
logo-tagline (50, 35, 293, 52)
column-rule (534, 129, 535, 2356)
body-text: রাজধানীর কামরাঙ্গীরচরে আগুনে পুড়ে এক খেলনা ব্যবসায়ীর মৃত্যু হয়েছে। গতকাল ভোরে কামরাঙ্গীরচরের আশ্রাফাবাদ এলাকায় একটি বাসায় এ দুর্ঘটনা ঘটে। পুলিশ জানায়, বৈদ্যুতিক শর্টসার্কিট থেকে আগুনের সূত্রপাত হয়। ফায়ার সার্ভিসের কর্মীরা গিয়ে আগুন নিয়ন্ত্রণে আনেন। ঢাকা মেডিকেল কলেজ হাসপাতালে নেওয়া হলে চিকিৎসক তাকে মৃত ঘোষণা করেন। (544, 989, 793, 1117)
headline: আন্দোলন-সংগ্রামে (577, 1139, 759, 1168)
headline: কামরাঙ্গীরচরে আগুনে খেলনা ব্যবসায়ীর মৃত্যু (562, 901, 774, 957)
body-text-cont: (প্রথম পৃষ্ঠার পর) সকাল থেকেই ছিল মানুষের উপচে পড়া ভিড়। লকডাউনে লঞ্চ ও স্পিডবোট বন্ধ থাকায় চরম ভিড় দেখা দিয়েছে। যাত্রীরা গাদাগাদি করেই উত্তাল পদ্মা পার হচ্ছেন। সকাল থেকেই মাওয়া ফেরিঘাটে মানুষের ঢল নামে। বিভিন্ন রুটে যানবাহন না পেয়ে পায়ে হেঁটে, রিকশা, ভ্যান, মোটরসাইকেলে ঘাটে আসেন যাত্রীরা। শিল্প-কারখানা খুলে দেওয়ার ঘোষণায় কর্মজীবী মানুষের ঢাকামুখী স্রোত বেড়েছে। স্বাস্থ্যবিধি উপেক্ষা করে গাদাগাদি করে ফেরিতে পার হচ্ছে মানুষ। ঘাট কর্তৃপক্ষ জানায়, চাপ সামলাতে অতিরিক্ত ফেরি চালু রাখা হয়েছে। দৌলতদিয়া ফেরিঘাটেও একই চিত্র দেখা গেছে। গার্মেন্টস শ্রমিকরা কর্মস্থলে যোগ দিতে শেষ মুহূর্তে রওনা হয়েছেন। অনেকে অতিরিক্ত ভাড়া দিয়ে ট্রাক, পিকআপ ও মাইক্রোবাসে ঢাকায় ফিরছেন। পরিবহন সংকটে দুর্ভোগে পড়েছেন নারী, শিশু ও বয়স্করা। সদরঘাটেও যাত্রীদের চাপ লক্ষ্য করা গেছে। (285, 1177, 524, 1437)
story-body (544, 255, 793, 881)
headline: বাংলাদেশ সীমান্তবর্তী (1140, 560, 1320, 585)
story-shilpo[interactable] (1134, 842, 1327, 1103)
logo-swoosh-icon (32, 98, 410, 105)
subhead: স্পিকার (1274, 187, 1327, 208)
body-text: (প্রথম পৃষ্ঠার পর) বন্ধু। জাপান প্রমাণ করেছে তারা আমাদের সত্যিকারের বন্ধু। আমরা আশা করছি, জাপান আমাদের আরও ভ্যাকসিন সরবরাহ করবে। কোভ্যাক্সের আওতায় জাপান থেকে অ্যাস্ট্রাজেনেকার টিকা এসেছে। এ টিকা দিয়ে দ্বিতীয় ডোজের অপেক্ষায় থাকা মানুষদের টিকা দেওয়া হবে। স্বাস্থ্যমন্ত্রী বলেন, আগামী মাসে আরও টিকা আসবে। টিকা কার্যক্রম সারা দেশে সম্প্রসারণ করা হবে। বিমানবন্দরে টিকা গ্রহণ করেন স্বাস্থ্যমন্ত্রী ও জাপানের রাষ্ট্রদূত। (1340, 449, 1536, 610)
story-bondho[interactable] (1340, 129, 1536, 397)
story-body (544, 988, 793, 1119)
divider (806, 321, 1121, 322)
